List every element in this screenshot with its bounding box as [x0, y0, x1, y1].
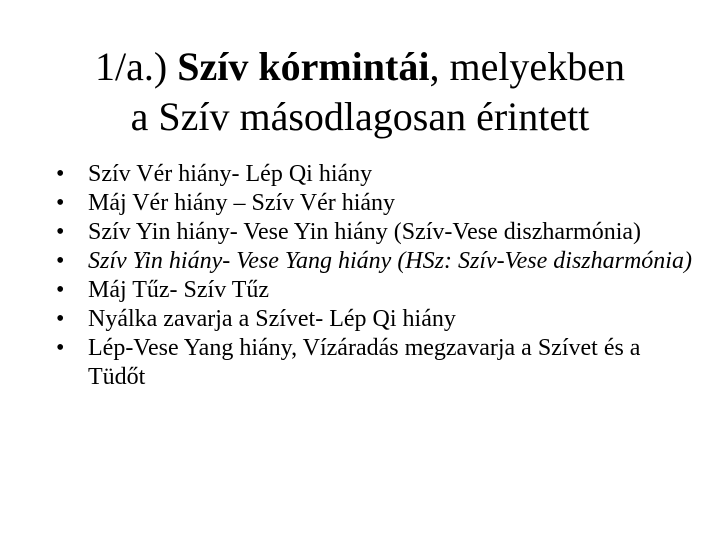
bullet-text: Szív Yin hiány- Vese Yang hiány (HSz: Szív-Vese diszharmónia) — [88, 248, 692, 274]
bullet-text: Lép-Vese Yang hiány, Vízáradás megzavarja a Szívet és a Tüdőt — [88, 335, 641, 390]
bullet-dot: • — [56, 248, 65, 274]
bullet-item — [56, 334, 696, 392]
bullet-dot: • — [56, 219, 65, 245]
bullet-dot: • — [56, 306, 65, 332]
bullet-text: Máj Tűz- Szív Tűz — [88, 277, 270, 303]
title-bold: Szív kórmintái — [177, 44, 430, 89]
bullet-item — [56, 276, 696, 305]
bullet-dot: • — [56, 277, 65, 303]
title-prefix: 1/a.) — [95, 44, 178, 89]
slide-title — [0, 42, 720, 142]
bullet-dot: • — [56, 190, 65, 216]
bullet-dot: • — [56, 335, 65, 361]
bullet-item — [56, 160, 696, 189]
title-rest: , melyekben — [429, 44, 625, 89]
bullet-text: Szív Vér hiány- Lép Qi hiány — [88, 161, 373, 187]
bullet-text: Nyálka zavarja a Szívet- Lép Qi hiány — [88, 306, 456, 332]
bullet-item — [56, 189, 696, 218]
bullet-list — [56, 160, 696, 392]
bullet-dot: • — [56, 161, 65, 187]
bullet-item — [56, 247, 696, 276]
bullet-text: Máj Vér hiány – Szív Vér hiány — [88, 190, 396, 216]
bullet-item — [56, 218, 696, 247]
bullet-item — [56, 305, 696, 334]
title-line2: a Szív másodlagosan érintett — [130, 94, 590, 139]
bullet-text: Szív Yin hiány- Vese Yin hiány (Szív-Vese diszharmónia) — [88, 219, 642, 245]
